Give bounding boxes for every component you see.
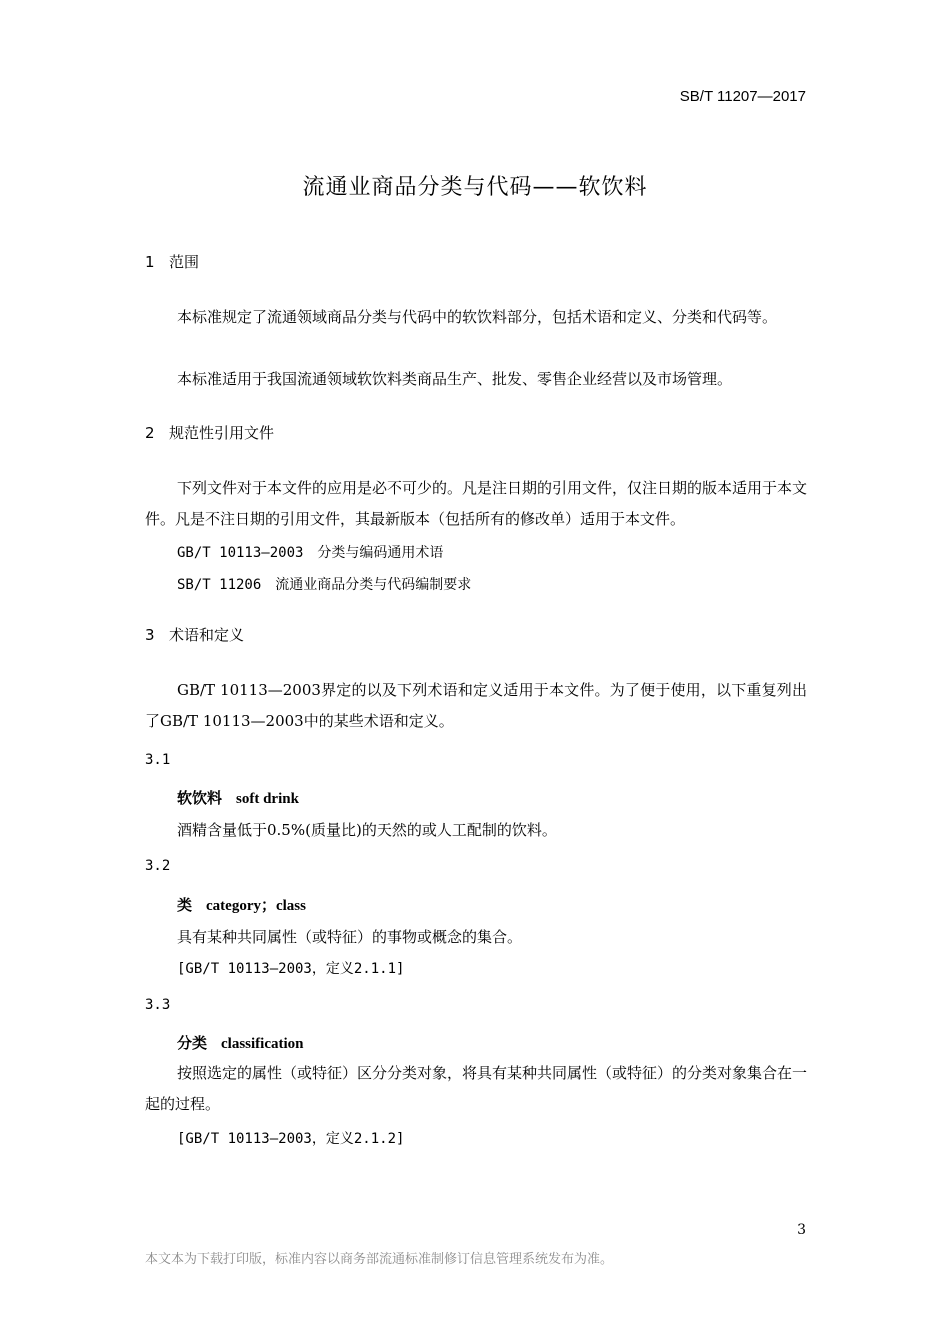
term-3-2-en: category；class [206,898,306,914]
standard-code: SB/T 11207—2017 [679,88,806,105]
reference-2: SB/T 11206 流通业商品分类与代码编制要求 [177,577,472,593]
term-3-3-source: [GB/T 10113—2003，定义2.1.2] [177,1131,405,1147]
term-3-2-number: 3.2 [145,858,171,874]
footer-notice: 本文本为下载打印版，标准内容以商务部流通标准制修订信息管理系统发布为准。 [145,1252,614,1267]
section-3-heading [145,624,244,645]
section-2-heading [145,422,274,443]
term-3-3-en: classification [221,1036,304,1052]
section-3-paragraph-1: GB/T 10113—2003界定的以及下列术语和定义适用于本文件。为了便于使用，以下重复列出了GB/T 10113—2003中的某些术语和定义。 [145,681,807,730]
term-3-2-definition: 具有某种共同属性（或特征）的事物或概念的集合。 [177,928,523,946]
section-3-title: 术语和定义 [169,626,245,644]
term-3-1-definition: 酒精含量低于0.5%(质量比)的天然的或人工配制的饮料。 [177,821,557,839]
reference-1: GB/T 10113—2003 分类与编码通用术语 [177,545,444,561]
section-1-title: 范围 [169,253,200,271]
term-3-1-en: soft drink [236,791,299,807]
term-3-1-number: 3.1 [145,752,171,768]
section-1-number: 1 [145,253,155,271]
term-3-3-definition: 按照选定的属性（或特征）区分分类对象，将具有某种共同属性（或特征）的分类对象集合在一起的过程。 [145,1064,808,1113]
section-2-number: 2 [145,424,155,442]
term-3-3-zh: 分类 [177,1034,208,1052]
term-3-2-source: [GB/T 10113—2003，定义2.1.1] [177,961,405,977]
section-2-title: 规范性引用文件 [169,424,275,442]
section-1-heading [145,251,199,272]
document-title: 流通业商品分类与代码——软饮料 [302,175,648,200]
term-3-2-zh: 类 [177,896,193,914]
term-3-2-heading [177,894,306,915]
section-2-paragraph-1: 下列文件对于本文件的应用是必不可少的。凡是注日期的引用文件，仅注日期的版本适用于本文件。凡是不注日期的引用文件，其最新版本（包括所有的修改单）适用于本文件。 [145,479,808,528]
section-1-paragraph-2: 本标准适用于我国流通领域软饮料类商品生产、批发、零售企业经营以及市场管理。 [177,370,733,388]
section-3-number: 3 [145,626,155,644]
term-3-3-heading [177,1032,304,1053]
term-3-1-zh: 软饮料 [177,789,223,807]
section-1-paragraph-1: 本标准规定了流通领域商品分类与代码中的软饮料部分，包括术语和定义、分类和代码等。 [177,308,778,326]
page-number: 3 [797,1222,806,1238]
term-3-3-number: 3.3 [145,997,171,1013]
term-3-1-heading [177,787,299,808]
